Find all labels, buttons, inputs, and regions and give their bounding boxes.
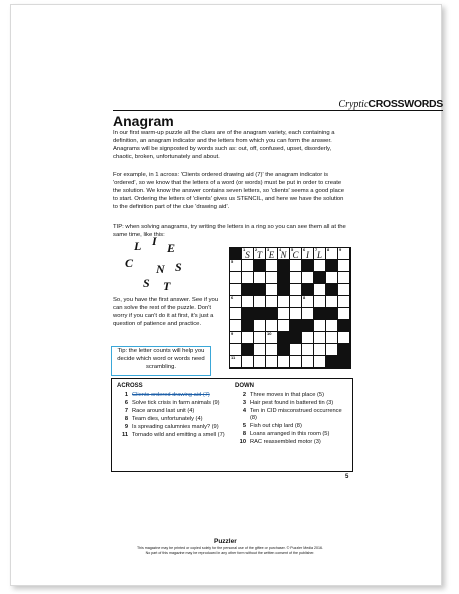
grid-cell[interactable]: [230, 272, 242, 284]
across-clue[interactable]: [117, 432, 233, 439]
grid-cell[interactable]: [266, 248, 278, 260]
grid-cell[interactable]: [290, 260, 302, 272]
grid-cell[interactable]: [302, 332, 314, 344]
grid-cell[interactable]: [314, 320, 326, 332]
grid-cell[interactable]: [326, 320, 338, 332]
across-clue[interactable]: [117, 408, 233, 415]
grid-cell[interactable]: [338, 296, 350, 308]
clue-text: Loans arranged in this room (5): [250, 431, 330, 438]
grid-cell[interactable]: [326, 248, 338, 260]
clue-number: 3: [242, 399, 246, 406]
down-column: [235, 383, 347, 447]
grid-cell[interactable]: [230, 296, 242, 308]
grid-cell[interactable]: [338, 308, 350, 320]
down-clue[interactable]: [235, 392, 347, 399]
clue-text: RAC reassembled motor (3): [250, 438, 321, 445]
grid-cell[interactable]: [230, 356, 242, 368]
grid-cell-number: 5: [231, 259, 234, 264]
grid-cell[interactable]: [302, 296, 314, 308]
ring-letter: T: [163, 279, 171, 293]
grid-cell[interactable]: [242, 296, 254, 308]
grid-cell[interactable]: [290, 344, 302, 356]
grid-cell[interactable]: [266, 332, 278, 344]
publisher-logo: Puzzler: [214, 538, 237, 545]
grid-cell[interactable]: [302, 308, 314, 320]
grid-cell[interactable]: [230, 332, 242, 344]
grid-cell[interactable]: [278, 308, 290, 320]
grid-cell[interactable]: [266, 284, 278, 296]
down-clue[interactable]: [235, 439, 347, 446]
grid-block: [338, 344, 350, 356]
grid-cell[interactable]: [254, 320, 266, 332]
grid-cell[interactable]: [314, 356, 326, 368]
grid-cell[interactable]: [326, 272, 338, 284]
grid-cell[interactable]: [302, 248, 314, 260]
grid-block: [242, 284, 254, 296]
first-answer-paragraph: So, you have the first answer. See if you can solve the rest of the puzzle. Don't worry if you can't do it at first, it's just a question of patience and practice.: [113, 297, 219, 327]
grid-block: [326, 308, 338, 320]
across-clue[interactable]: [117, 424, 233, 431]
grid-block: [326, 284, 338, 296]
grid-block: [278, 284, 290, 296]
grid-cell[interactable]: [266, 356, 278, 368]
grid-block: [326, 260, 338, 272]
grid-cell[interactable]: [254, 248, 266, 260]
clue-text: Fish out chip lard (8): [250, 423, 302, 430]
grid-cell[interactable]: [338, 272, 350, 284]
grid-answer-letter: I: [306, 250, 309, 260]
clue-number: 8: [242, 431, 246, 438]
grid-cell[interactable]: [230, 260, 242, 272]
ring-letter: L: [134, 239, 142, 253]
grid-answer-letter: C: [292, 250, 299, 260]
grid-block: [314, 272, 326, 284]
down-clue[interactable]: [235, 400, 347, 407]
across-clue[interactable]: [117, 392, 233, 399]
clue-number: 11: [121, 431, 128, 438]
grid-cell[interactable]: [254, 296, 266, 308]
grid-block: [326, 356, 338, 368]
grid-block: [290, 320, 302, 332]
across-clue[interactable]: [117, 400, 233, 407]
grid-cell[interactable]: [254, 344, 266, 356]
crossword-grid: [229, 247, 351, 369]
grid-block: [266, 308, 278, 320]
clue-number: 1: [124, 392, 128, 398]
grid-block: [302, 320, 314, 332]
grid-answer-letter: E: [268, 250, 275, 260]
clue-text: Race around last unit (4): [132, 407, 195, 414]
grid-cell[interactable]: [314, 260, 326, 272]
down-heading: DOWN: [235, 383, 254, 389]
copyright-footer: [100, 546, 360, 555]
section-header: [338, 98, 443, 110]
clue-text: Ten in CID misconstrued occurrence (8): [250, 407, 342, 422]
page-number: 5: [345, 474, 349, 480]
grid-cell[interactable]: [290, 284, 302, 296]
clue-number: 4: [242, 407, 246, 414]
clues-box: [111, 378, 353, 472]
grid-cell[interactable]: [290, 248, 302, 260]
grid-cell[interactable]: [338, 260, 350, 272]
header-rule: [113, 110, 443, 111]
copyright-line: This magazine may be printed or copied solely for the personal use of the giftee or purchaser. © Puzzler Media 2016.: [136, 546, 324, 550]
across-heading: ACROSS: [117, 383, 143, 389]
clue-text: Solve tick crisis in farm animals (9): [132, 399, 220, 406]
grid-block: [242, 344, 254, 356]
down-clue[interactable]: [235, 408, 347, 423]
grid-cell-number: 8: [327, 247, 330, 252]
grid-cell-number: 6: [231, 295, 234, 300]
grid-cell[interactable]: [254, 332, 266, 344]
ring-letter: E: [167, 241, 176, 255]
tip-box: Tip: the letter counts will help you decide which word or words need scrambling.: [111, 346, 211, 376]
grid-cell-number: 3: [267, 247, 270, 252]
grid-block: [278, 272, 290, 284]
intro-paragraph: In our first warm-up puzzle all the clues are of the anagram variety, each containing a definition, an anagram indicator and the letters from which you can form the answer. Anagrams will be signposted by words such as: out, off, confused, upset, disorderly, chaotic, broken, unfortunately and about.: [113, 130, 335, 160]
grid-cell[interactable]: [242, 272, 254, 284]
grid-cell[interactable]: [242, 248, 254, 260]
grid-cell[interactable]: [242, 260, 254, 272]
grid-block: [278, 344, 290, 356]
clue-text: Is spreading calumnies manly? (9): [132, 423, 219, 430]
grid-cell[interactable]: [314, 248, 326, 260]
grid-cell[interactable]: [302, 344, 314, 356]
grid-cell[interactable]: [242, 356, 254, 368]
clue-number: 7: [124, 407, 128, 414]
grid-cell[interactable]: [326, 344, 338, 356]
grid-cell-number: 11: [231, 355, 236, 360]
clue-number: 6: [124, 399, 128, 406]
grid-cell-number: 9: [339, 247, 342, 252]
grid-cell[interactable]: [326, 332, 338, 344]
grid-cell[interactable]: [290, 356, 302, 368]
example-paragraph: For example, in 1 across: 'Clients ordered drawing aid (7)' the anagram indicator is 'ordered', so we know that the letters of a word (or words) must be put in order to create the solution. We know the answer contains seven letters, so 'clients' seems a good place to start. Ordering the letters of 'clients' gives us STENCIL, and here we have the solution to the definition part of the clue 'drawing aid'.: [113, 172, 345, 210]
grid-block: [242, 320, 254, 332]
grid-cell[interactable]: [314, 296, 326, 308]
grid-cell[interactable]: [338, 284, 350, 296]
grid-answer-letter: L: [316, 250, 322, 260]
grid-answer-letter: S: [245, 250, 250, 260]
page-title: Anagram: [113, 113, 174, 129]
grid-cell-number: 6: [303, 247, 306, 252]
ring-letter: C: [125, 256, 134, 270]
ring-letter: I: [152, 234, 157, 248]
down-clue[interactable]: [235, 423, 347, 430]
across-column: [117, 383, 233, 439]
grid-cell-number: 5: [291, 247, 294, 252]
clue-text: Three moves in that place (5): [250, 392, 324, 398]
clue-number: 2: [242, 392, 246, 398]
grid-block: [302, 260, 314, 272]
grid-cell[interactable]: [338, 248, 350, 260]
clue-text: Team dies, unfortunately (4): [132, 415, 203, 422]
grid-cell[interactable]: [254, 356, 266, 368]
grid-cell[interactable]: [278, 320, 290, 332]
grid-cell-number: 10: [267, 331, 272, 336]
grid-answer-letter: T: [256, 250, 262, 260]
grid-cell[interactable]: [290, 296, 302, 308]
tip-paragraph: TIP: when solving anagrams, try writing the letters in a ring so you can see them all at the same time, like this:: [113, 224, 346, 238]
grid-cell[interactable]: [314, 344, 326, 356]
magazine-page: [10, 4, 442, 586]
grid-cell[interactable]: [266, 344, 278, 356]
grid-block: [314, 308, 326, 320]
grid-cell[interactable]: [278, 296, 290, 308]
grid-cell[interactable]: [314, 284, 326, 296]
down-clue[interactable]: [235, 431, 347, 438]
grid-cell[interactable]: [254, 272, 266, 284]
grid-block: [338, 320, 350, 332]
ring-letter: S: [175, 260, 182, 274]
grid-cell[interactable]: [230, 308, 242, 320]
grid-cell-number: 4: [279, 247, 282, 252]
ring-letter: N: [156, 262, 165, 276]
grid-cell[interactable]: [266, 296, 278, 308]
grid-cell[interactable]: [338, 332, 350, 344]
grid-block: [338, 356, 350, 368]
header-word: CROSSWORDS: [368, 98, 443, 110]
clue-number: 5: [242, 423, 246, 430]
grid-cell[interactable]: [266, 272, 278, 284]
grid-block: [242, 308, 254, 320]
grid-block: [278, 260, 290, 272]
grid-cell[interactable]: [302, 272, 314, 284]
grid-cell[interactable]: [314, 332, 326, 344]
grid-block: [278, 332, 290, 344]
grid-cell[interactable]: [302, 356, 314, 368]
grid-cell[interactable]: [242, 332, 254, 344]
grid-cell[interactable]: [266, 260, 278, 272]
grid-cell[interactable]: [278, 248, 290, 260]
grid-cell-number: 2: [255, 247, 258, 252]
grid-cell[interactable]: [290, 272, 302, 284]
ring-letter: S: [143, 276, 150, 290]
grid-cell-number: 1: [243, 247, 246, 252]
grid-block: [290, 332, 302, 344]
clue-text: Tornado wild and emitting a smell (7): [132, 431, 225, 438]
grid-block: [254, 260, 266, 272]
clue-number: 8: [124, 415, 128, 422]
grid-answer-letter: N: [280, 250, 287, 260]
copyright-line: No part of this magazine may be reproduced in any other form without the written consent of the publisher.: [145, 550, 315, 555]
across-clue[interactable]: [117, 416, 233, 423]
grid-cell[interactable]: [278, 356, 290, 368]
header-prefix: Cryptic: [338, 99, 369, 110]
clue-text: Hair pest found in battered tin (3): [250, 399, 334, 406]
grid-cell-number: 7: [315, 247, 318, 252]
grid-cell-number: 9: [231, 331, 234, 336]
grid-block: [254, 308, 266, 320]
grid-cell[interactable]: [290, 308, 302, 320]
clue-number: 10: [239, 438, 246, 445]
grid-cell[interactable]: [326, 296, 338, 308]
grid-block: [254, 284, 266, 296]
clue-number: 9: [124, 423, 128, 430]
clue-text: Clients ordered drawing aid (7): [132, 392, 210, 398]
grid-cell-number: 8: [303, 295, 306, 300]
